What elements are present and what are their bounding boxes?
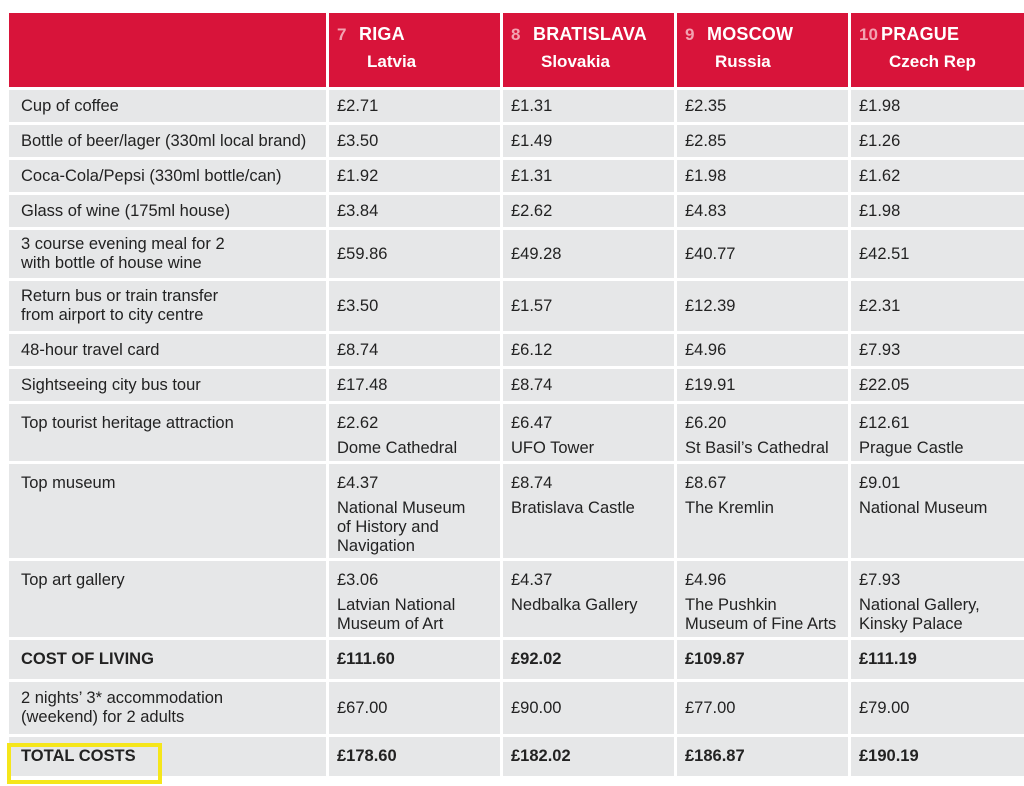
attraction-name-line: The Kremlin xyxy=(685,499,774,517)
value-cell xyxy=(851,404,1024,461)
value-cell xyxy=(851,230,1024,278)
attraction-name xyxy=(685,596,840,634)
price-value: £1.98 xyxy=(859,201,901,220)
value-cell xyxy=(677,125,848,157)
value-cell xyxy=(851,125,1024,157)
value-cell xyxy=(329,125,500,157)
row-label-line: Glass of wine (175ml house) xyxy=(21,201,231,220)
price-value: £109.87 xyxy=(685,650,745,668)
price-value: £9.01 xyxy=(859,474,901,492)
attraction-name-line: Museum of Art xyxy=(337,615,444,633)
row-label xyxy=(9,561,326,637)
value-cell xyxy=(851,464,1024,558)
table-row xyxy=(9,737,1024,776)
value-cell xyxy=(329,682,500,734)
attraction-name-line: Museum of Fine Arts xyxy=(685,615,837,633)
table-row xyxy=(9,561,1024,637)
table-row xyxy=(9,230,1024,278)
attraction-name-line: Bratislava Castle xyxy=(511,499,635,517)
price-value: £3.84 xyxy=(337,201,379,220)
cost-comparison-table xyxy=(9,13,1024,779)
value-cell xyxy=(677,195,848,227)
price-value: £178.60 xyxy=(337,747,397,765)
price-value: £111.19 xyxy=(859,650,917,668)
price-value: £2.85 xyxy=(685,131,727,150)
value-cell xyxy=(329,369,500,401)
header-city-riga xyxy=(329,13,500,87)
row-label-line: 2 nights’ 3* accommodation xyxy=(21,689,224,707)
price-value: £67.00 xyxy=(337,698,388,717)
price-value: £4.37 xyxy=(511,571,553,589)
value-cell xyxy=(851,369,1024,401)
attraction-name xyxy=(337,499,492,556)
value-cell xyxy=(677,90,848,122)
attraction-name-line: National Museum xyxy=(859,499,988,517)
price-value: £79.00 xyxy=(859,698,910,717)
row-label-line: Cup of coffee xyxy=(21,96,119,115)
value-cell xyxy=(503,737,674,776)
value-cell xyxy=(329,160,500,192)
attraction-name xyxy=(859,499,1016,518)
value-cell xyxy=(677,160,848,192)
row-label-line: from airport to city centre xyxy=(21,306,204,324)
price-value: £186.87 xyxy=(685,747,745,765)
price-value: £4.96 xyxy=(685,340,727,359)
row-label xyxy=(9,464,326,558)
attraction-name xyxy=(859,596,1016,634)
price-value: £190.19 xyxy=(859,747,919,765)
price-value: £12.39 xyxy=(685,296,736,315)
value-cell xyxy=(503,125,674,157)
row-label-line: Top tourist heritage attraction xyxy=(21,414,234,432)
price-value: £4.96 xyxy=(685,571,727,589)
attraction-name xyxy=(337,439,492,458)
value-cell xyxy=(677,230,848,278)
value-cell xyxy=(329,464,500,558)
attraction-name-line: St Basil’s Cathedral xyxy=(685,439,829,457)
city-number: 10 xyxy=(859,25,878,44)
price-value: £77.00 xyxy=(685,698,736,717)
price-value: £6.47 xyxy=(511,414,553,432)
country-name: Russia xyxy=(715,52,771,71)
price-value: £40.77 xyxy=(685,244,736,263)
row-label-line: Bottle of beer/lager (330ml local brand) xyxy=(21,131,307,150)
value-cell xyxy=(851,640,1024,679)
price-value: £1.62 xyxy=(859,166,901,185)
attraction-name-line: National Gallery, xyxy=(859,596,980,614)
price-value: £6.12 xyxy=(511,340,553,359)
price-value: £2.62 xyxy=(337,414,379,432)
value-cell xyxy=(851,90,1024,122)
city-name: BRATISLAVA xyxy=(533,24,647,44)
row-label-line: Top art gallery xyxy=(21,571,125,589)
value-cell xyxy=(329,230,500,278)
table-row xyxy=(9,640,1024,679)
row-label xyxy=(9,160,326,192)
city-name: RIGA xyxy=(359,24,405,44)
value-cell xyxy=(503,334,674,366)
value-cell xyxy=(329,561,500,637)
attraction-name xyxy=(511,439,666,458)
table-row xyxy=(9,334,1024,366)
price-value: £17.48 xyxy=(337,375,388,394)
value-cell xyxy=(503,281,674,331)
header-row xyxy=(9,13,1024,87)
price-value: £8.74 xyxy=(511,474,553,492)
value-cell xyxy=(329,90,500,122)
attraction-name-line: National Museum xyxy=(337,499,466,517)
price-value: £8.74 xyxy=(511,375,553,394)
price-value: £12.61 xyxy=(859,414,910,432)
price-value: £90.00 xyxy=(511,698,562,717)
price-value: £3.50 xyxy=(337,296,379,315)
value-cell xyxy=(329,195,500,227)
attraction-name xyxy=(337,596,492,634)
header-blank-cell xyxy=(9,13,326,87)
price-value: £3.50 xyxy=(337,131,379,150)
value-cell xyxy=(503,561,674,637)
city-name: MOSCOW xyxy=(707,24,794,44)
value-cell xyxy=(503,464,674,558)
city-number: 9 xyxy=(685,25,695,44)
attraction-name xyxy=(511,499,666,518)
value-cell xyxy=(677,334,848,366)
value-cell xyxy=(851,160,1024,192)
price-value: £59.86 xyxy=(337,244,388,263)
row-label xyxy=(9,404,326,461)
value-cell xyxy=(677,369,848,401)
row-label xyxy=(9,640,326,679)
city-name: PRAGUE xyxy=(881,24,960,44)
row-label xyxy=(9,682,326,734)
row-label xyxy=(9,281,326,331)
table-row xyxy=(9,195,1024,227)
price-value: £42.51 xyxy=(859,244,910,263)
value-cell xyxy=(329,334,500,366)
row-label xyxy=(9,195,326,227)
price-value: £3.06 xyxy=(337,571,379,589)
table-row xyxy=(9,404,1024,461)
value-cell xyxy=(329,404,500,461)
city-number: 7 xyxy=(337,25,347,44)
value-cell xyxy=(851,281,1024,331)
row-label-line: 3 course evening meal for 2 xyxy=(21,235,225,253)
attraction-name-line: of History and xyxy=(337,518,439,536)
value-cell xyxy=(503,230,674,278)
value-cell xyxy=(677,682,848,734)
price-value: £1.57 xyxy=(511,296,553,315)
attraction-name-line: UFO Tower xyxy=(511,439,595,457)
price-value: £7.93 xyxy=(859,571,901,589)
table-row xyxy=(9,464,1024,558)
row-label-line: 48-hour travel card xyxy=(21,340,160,359)
price-value: £2.62 xyxy=(511,201,553,220)
value-cell xyxy=(503,369,674,401)
attraction-name xyxy=(685,439,840,458)
row-label xyxy=(9,230,326,278)
value-cell xyxy=(677,640,848,679)
row-label xyxy=(9,334,326,366)
table-row xyxy=(9,369,1024,401)
price-value: £2.71 xyxy=(337,96,379,115)
row-label-line: with bottle of house wine xyxy=(21,254,202,272)
price-value: £1.31 xyxy=(511,96,553,115)
attraction-name-line: Nedbalka Gallery xyxy=(511,596,638,614)
price-value: £1.98 xyxy=(859,96,901,115)
country-name: Slovakia xyxy=(541,52,610,71)
price-value: £1.98 xyxy=(685,166,727,185)
value-cell xyxy=(503,160,674,192)
value-cell xyxy=(851,737,1024,776)
value-cell xyxy=(503,404,674,461)
attraction-name-line: The Pushkin xyxy=(685,596,777,614)
row-label-line: TOTAL COSTS xyxy=(21,747,136,765)
price-value: £4.37 xyxy=(337,474,379,492)
price-value: £1.26 xyxy=(859,131,901,150)
price-value: £8.67 xyxy=(685,474,727,492)
attraction-name-line: Latvian National xyxy=(337,596,456,614)
price-value: £19.91 xyxy=(685,375,736,394)
value-cell xyxy=(677,464,848,558)
attraction-name-line: Dome Cathedral xyxy=(337,439,458,457)
price-value: £49.28 xyxy=(511,244,562,263)
table-row xyxy=(9,160,1024,192)
table-row xyxy=(9,682,1024,734)
value-cell xyxy=(503,640,674,679)
value-cell xyxy=(329,640,500,679)
row-label-line: (weekend) for 2 adults xyxy=(21,708,185,726)
country-name: Latvia xyxy=(367,52,417,71)
attraction-name xyxy=(859,439,1016,458)
value-cell xyxy=(503,195,674,227)
price-value: £22.05 xyxy=(859,375,910,394)
price-value: £2.35 xyxy=(685,96,727,115)
price-value: £7.93 xyxy=(859,340,901,359)
attraction-name xyxy=(511,596,666,615)
table-row xyxy=(9,90,1024,122)
row-label-line: Top museum xyxy=(21,474,116,492)
value-cell xyxy=(329,281,500,331)
price-value: £1.92 xyxy=(337,166,379,185)
table-row xyxy=(9,125,1024,157)
price-value: £8.74 xyxy=(337,340,379,359)
row-label xyxy=(9,737,326,776)
table-body xyxy=(9,90,1024,776)
value-cell xyxy=(851,561,1024,637)
attraction-name-line: Navigation xyxy=(337,537,415,555)
row-label-line: Return bus or train transfer xyxy=(21,287,219,305)
header-city-bratislava xyxy=(503,13,674,87)
value-cell xyxy=(677,561,848,637)
value-cell xyxy=(851,195,1024,227)
table-row xyxy=(9,281,1024,331)
value-cell xyxy=(503,682,674,734)
header-city-moscow xyxy=(677,13,848,87)
price-value: £2.31 xyxy=(859,296,901,315)
price-value: £6.20 xyxy=(685,414,727,432)
value-cell xyxy=(677,737,848,776)
price-value: £4.83 xyxy=(685,201,727,220)
value-cell xyxy=(851,682,1024,734)
row-label-line: Sightseeing city bus tour xyxy=(21,375,201,394)
attraction-name xyxy=(685,499,840,518)
price-value: £182.02 xyxy=(511,747,571,765)
value-cell xyxy=(677,404,848,461)
attraction-name-line: Prague Castle xyxy=(859,439,964,457)
value-cell xyxy=(503,90,674,122)
value-cell xyxy=(677,281,848,331)
price-value: £1.49 xyxy=(511,131,553,150)
country-name: Czech Rep xyxy=(889,52,976,71)
header-city-prague xyxy=(851,13,1024,87)
row-label xyxy=(9,125,326,157)
price-value: £111.60 xyxy=(337,650,395,668)
value-cell xyxy=(329,737,500,776)
price-value: £92.02 xyxy=(511,650,562,668)
row-label-line: COST OF LIVING xyxy=(21,650,154,668)
row-label xyxy=(9,90,326,122)
value-cell xyxy=(851,334,1024,366)
row-label-line: Coca-Cola/Pepsi (330ml bottle/can) xyxy=(21,166,282,185)
row-label xyxy=(9,369,326,401)
city-number: 8 xyxy=(511,25,521,44)
price-value: £1.31 xyxy=(511,166,553,185)
attraction-name-line: Kinsky Palace xyxy=(859,615,963,633)
